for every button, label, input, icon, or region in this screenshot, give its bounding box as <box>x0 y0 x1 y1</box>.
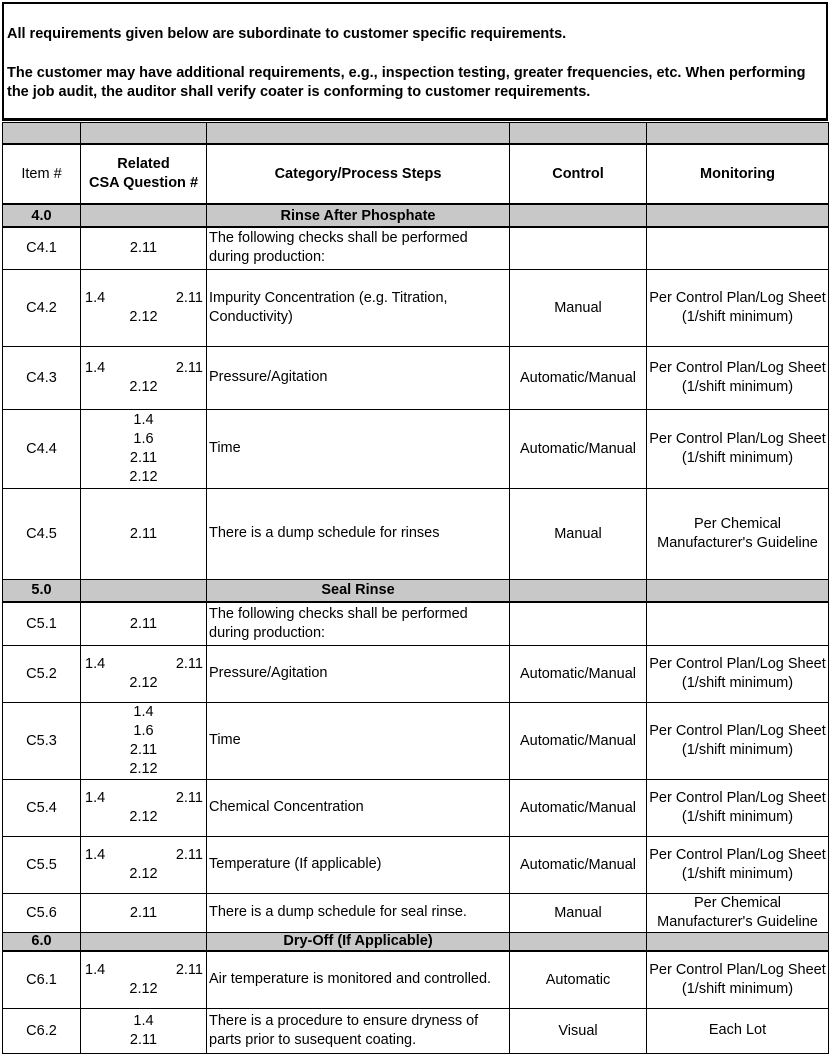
monitoring <box>647 227 829 269</box>
section-title: Rinse After Phosphate <box>207 204 510 227</box>
csa-question: 2.12 <box>129 865 158 882</box>
category-step: There is a dump schedule for rinses <box>207 488 510 579</box>
csa-question: 2.11 <box>175 961 203 978</box>
item-number: C6.2 <box>3 1008 81 1053</box>
table-row <box>3 779 829 836</box>
csa-question: 2.11 <box>175 846 203 863</box>
header-related-line2: CSA Question # <box>88 175 199 191</box>
csa-question: 1.4 <box>133 1012 154 1029</box>
csa-question: 2.12 <box>129 674 158 691</box>
csa-question: 2.11 <box>129 449 158 466</box>
control: Visual <box>510 1008 647 1053</box>
monitoring: Per Control Plan/Log Sheet (1/shift minimum) <box>647 269 829 346</box>
blank-cell <box>647 123 829 145</box>
control: Manual <box>510 488 647 579</box>
section-row <box>3 932 829 951</box>
control: Automatic/Manual <box>510 836 647 893</box>
control: Manual <box>510 269 647 346</box>
table-row <box>3 488 829 579</box>
csa-question: 1.4 <box>85 359 106 376</box>
section-number: 6.0 <box>3 932 81 951</box>
blank-cell <box>81 204 207 227</box>
monitoring: Per Control Plan/Log Sheet (1/shift minimum) <box>647 346 829 409</box>
csa-question: 1.4 <box>133 703 154 720</box>
csa-question: 2.12 <box>129 980 158 997</box>
csa-questions <box>81 409 207 488</box>
csa-question: 1.4 <box>85 289 106 306</box>
csa-question: 2.12 <box>129 308 158 325</box>
table-row <box>3 227 829 269</box>
category-step: Pressure/Agitation <box>207 645 510 702</box>
csa-question: 1.4 <box>85 846 106 863</box>
section-number: 4.0 <box>3 204 81 227</box>
table-row <box>3 1008 829 1053</box>
csa-question: 1.4 <box>133 411 154 428</box>
item-number: C5.5 <box>3 836 81 893</box>
csa-question: 2.11 <box>81 602 207 645</box>
csa-questions <box>81 702 207 779</box>
category-step: The following checks shall be performed during production: <box>207 602 510 645</box>
monitoring: Per Control Plan/Log Sheet (1/shift minimum) <box>647 702 829 779</box>
section-title: Dry-Off (If Applicable) <box>207 932 510 951</box>
table-row <box>3 893 829 932</box>
csa-question: 1.6 <box>133 430 154 447</box>
item-number: C6.1 <box>3 951 81 1008</box>
header-related <box>81 144 207 204</box>
control: Automatic <box>510 951 647 1008</box>
table-row <box>3 409 829 488</box>
csa-questions <box>81 1008 207 1053</box>
table-row <box>3 951 829 1008</box>
item-number: C4.3 <box>3 346 81 409</box>
item-number: C4.4 <box>3 409 81 488</box>
category-step: Impurity Concentration (e.g. Titration, Conductivity) <box>207 269 510 346</box>
control: Automatic/Manual <box>510 645 647 702</box>
blank-cell <box>510 932 647 951</box>
item-number: C5.2 <box>3 645 81 702</box>
csa-questions <box>81 961 206 999</box>
csa-question: 1.6 <box>133 722 154 739</box>
blank-cell <box>510 123 647 145</box>
item-number: C4.5 <box>3 488 81 579</box>
csa-question: 2.11 <box>81 488 207 579</box>
category-step: There is a dump schedule for seal rinse. <box>207 893 510 932</box>
table-row <box>3 702 829 779</box>
csa-question: 1.4 <box>85 789 106 806</box>
table-row <box>3 645 829 702</box>
item-number: C4.2 <box>3 269 81 346</box>
section-number: 5.0 <box>3 579 81 602</box>
blank-cell <box>647 932 829 951</box>
csa-question: 2.11 <box>175 359 203 376</box>
blank-cell <box>510 204 647 227</box>
table-row <box>3 269 829 346</box>
csa-question: 2.11 <box>175 289 203 306</box>
monitoring: Per Chemical Manufacturer's Guideline <box>647 488 829 579</box>
blank-cell <box>647 579 829 602</box>
blank-cell <box>207 123 510 145</box>
csa-question: 2.12 <box>129 760 158 777</box>
category-step: Chemical Concentration <box>207 779 510 836</box>
csa-questions <box>81 655 206 693</box>
monitoring: Per Control Plan/Log Sheet (1/shift minimum) <box>647 409 829 488</box>
monitoring <box>647 602 829 645</box>
notice-line-1: All requirements given below are subordinate to customer specific requirements. <box>7 26 567 42</box>
blank-cell <box>81 123 207 145</box>
control: Manual <box>510 893 647 932</box>
csa-question: 2.11 <box>81 227 207 269</box>
category-step: Air temperature is monitored and controlled. <box>207 951 510 1008</box>
control: Automatic/Manual <box>510 346 647 409</box>
csa-questions <box>81 359 206 397</box>
control <box>510 602 647 645</box>
monitoring: Each Lot <box>647 1008 829 1053</box>
notice-line-2: The customer may have additional requirements, e.g., inspection testing, greater frequencies, etc. When performing the job audit, the auditor shall verify coater is conforming to customer requirements. <box>7 65 806 100</box>
csa-question-cell <box>81 645 207 702</box>
control: Automatic/Manual <box>510 409 647 488</box>
requirements-table <box>2 122 829 1054</box>
csa-question-cell <box>81 951 207 1008</box>
csa-question: 2.11 <box>175 789 203 806</box>
item-number: C5.6 <box>3 893 81 932</box>
header-spacer-row <box>3 123 829 145</box>
section-row <box>3 204 829 227</box>
category-step: Time <box>207 702 510 779</box>
header-item: Item # <box>3 144 81 204</box>
csa-question: 2.11 <box>129 1031 158 1048</box>
monitoring: Per Control Plan/Log Sheet (1/shift minimum) <box>647 951 829 1008</box>
monitoring: Per Control Plan/Log Sheet (1/shift minimum) <box>647 779 829 836</box>
blank-cell <box>3 123 81 145</box>
section-title: Seal Rinse <box>207 579 510 602</box>
csa-questions <box>81 289 206 327</box>
csa-questions <box>81 846 206 884</box>
csa-question-cell <box>81 779 207 836</box>
requirements-notice <box>2 2 828 121</box>
header-control: Control <box>510 144 647 204</box>
csa-question: 2.11 <box>81 893 207 932</box>
blank-cell <box>81 932 207 951</box>
table-row <box>3 836 829 893</box>
csa-question-cell <box>81 269 207 346</box>
csa-question: 2.12 <box>129 468 158 485</box>
item-number: C4.1 <box>3 227 81 269</box>
monitoring: Per Control Plan/Log Sheet (1/shift minimum) <box>647 836 829 893</box>
item-number: C5.4 <box>3 779 81 836</box>
category-step: Pressure/Agitation <box>207 346 510 409</box>
csa-question: 2.12 <box>129 808 158 825</box>
header-related-line1: Related <box>117 156 170 172</box>
csa-question: 2.11 <box>175 655 203 672</box>
category-step: The following checks shall be performed during production: <box>207 227 510 269</box>
category-step: There is a procedure to ensure dryness of parts prior to susequent coating. <box>207 1008 510 1053</box>
csa-question-cell <box>81 346 207 409</box>
item-number: C5.3 <box>3 702 81 779</box>
csa-question-cell <box>81 836 207 893</box>
csa-question: 1.4 <box>85 655 106 672</box>
item-number: C5.1 <box>3 602 81 645</box>
control <box>510 227 647 269</box>
csa-question: 1.4 <box>85 961 106 978</box>
monitoring: Per Control Plan/Log Sheet (1/shift minimum) <box>647 645 829 702</box>
monitoring: Per Chemical Manufacturer's Guideline <box>647 893 829 932</box>
blank-cell <box>81 579 207 602</box>
control: Automatic/Manual <box>510 702 647 779</box>
header-row <box>3 144 829 204</box>
csa-question: 2.11 <box>129 741 158 758</box>
blank-cell <box>647 204 829 227</box>
header-monitoring: Monitoring <box>647 144 829 204</box>
section-row <box>3 579 829 602</box>
control: Automatic/Manual <box>510 779 647 836</box>
header-category: Category/Process Steps <box>207 144 510 204</box>
table-row <box>3 346 829 409</box>
category-step: Time <box>207 409 510 488</box>
category-step: Temperature (If applicable) <box>207 836 510 893</box>
table-row <box>3 602 829 645</box>
csa-questions <box>81 789 206 827</box>
csa-question: 2.12 <box>129 378 158 395</box>
blank-cell <box>510 579 647 602</box>
